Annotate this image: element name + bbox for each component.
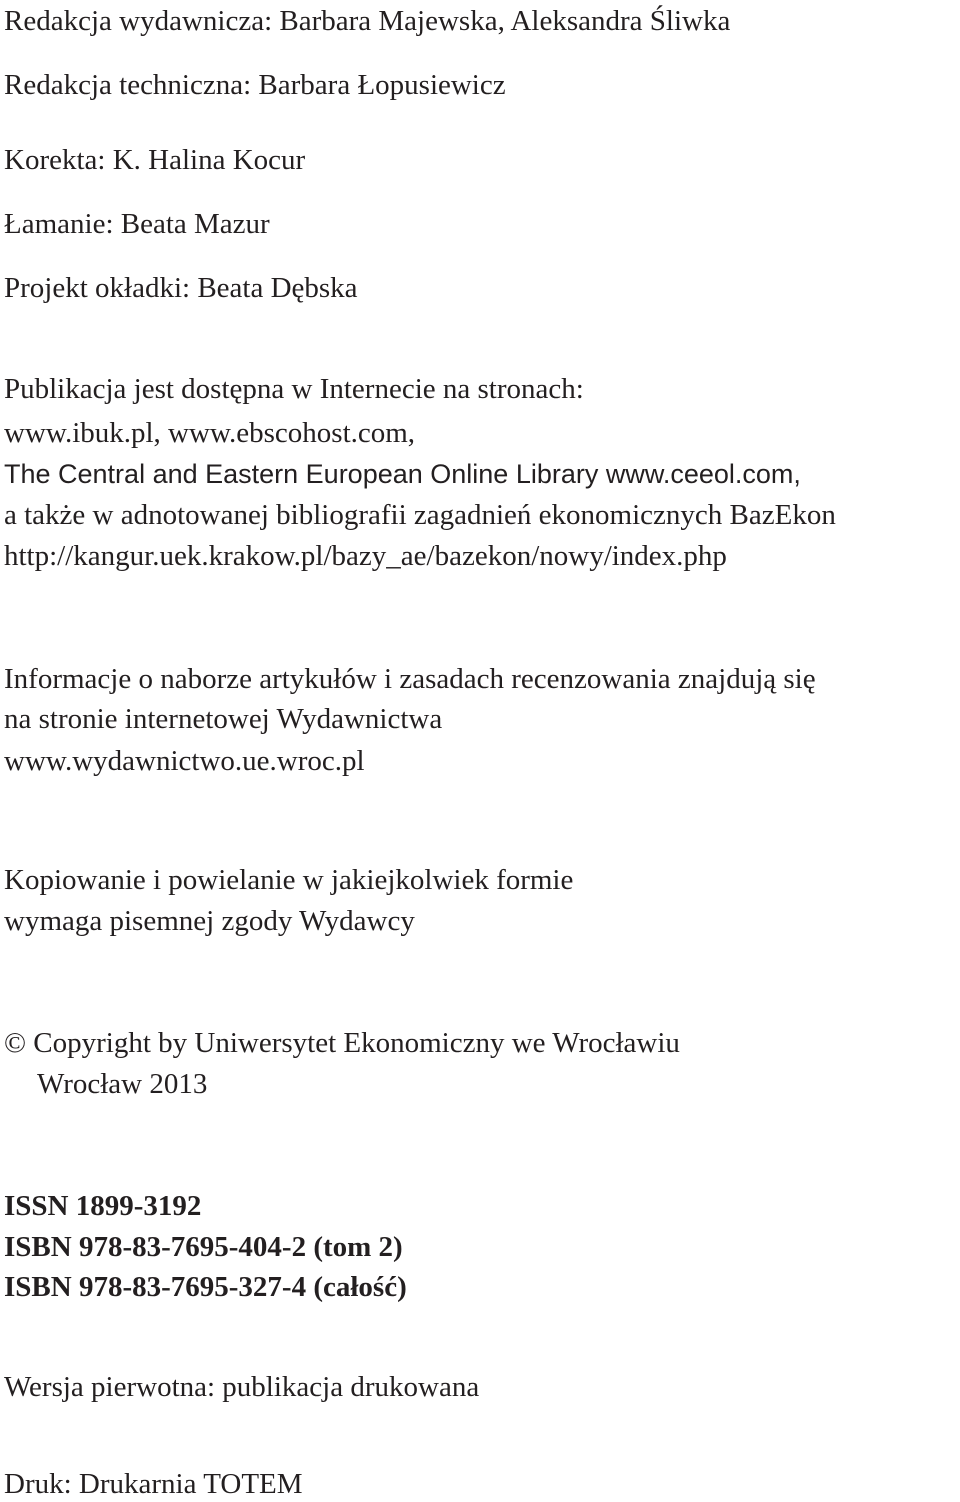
isbn-total: ISBN 978-83-7695-327-4 (całość) [4,1271,407,1303]
copyright-place-year: Wrocław 2013 [37,1068,208,1100]
technical-editing-credit: Redakcja techniczna: Barbara Łopusiewicz [4,69,506,101]
typesetting-credit: Łamanie: Beata Mazur [4,208,270,240]
issn: ISSN 1899-3192 [4,1190,202,1222]
copying-notice-line1: Kopiowanie i powielanie w jakiejkolwiek formie [4,864,574,896]
editing-credit: Redakcja wydawnicza: Barbara Majewska, Aleksandra Śliwka [4,5,731,37]
availability-ceeol: The Central and Eastern European Online Library www.ceeol.com, [4,459,801,489]
proofreading-credit: Korekta: K. Halina Kocur [4,144,306,176]
availability-bazekon-url: http://kangur.uek.krakow.pl/bazy_ae/bazekon/nowy/index.php [4,540,727,572]
copying-notice-line2: wymaga pisemnej zgody Wydawcy [4,905,415,937]
availability-intro: Publikacja jest dostępna w Internecie na stronach: [4,373,584,405]
availability-urls: www.ibuk.pl, www.ebscohost.com, [4,417,416,449]
original-version: Wersja pierwotna: publikacja drukowana [4,1371,480,1403]
cover-design-credit: Projekt okładki: Beata Dębska [4,272,358,304]
printer: Druk: Drukarnia TOTEM [4,1468,303,1500]
submission-info-line1: Informacje o naborze artykułów i zasadach recenzowania znajdują się [4,663,816,695]
publisher-website: www.wydawnictwo.ue.wroc.pl [4,745,365,777]
copyright-notice: © Copyright by Uniwersytet Ekonomiczny we Wrocławiu [4,1027,680,1059]
availability-bazekon: a także w adnotowanej bibliografii zagadnień ekonomicznych BazEkon [4,499,836,531]
isbn-volume: ISBN 978-83-7695-404-2 (tom 2) [4,1231,403,1263]
submission-info-line2: na stronie internetowej Wydawnictwa [4,703,443,735]
colophon-page [4,0,956,1500]
